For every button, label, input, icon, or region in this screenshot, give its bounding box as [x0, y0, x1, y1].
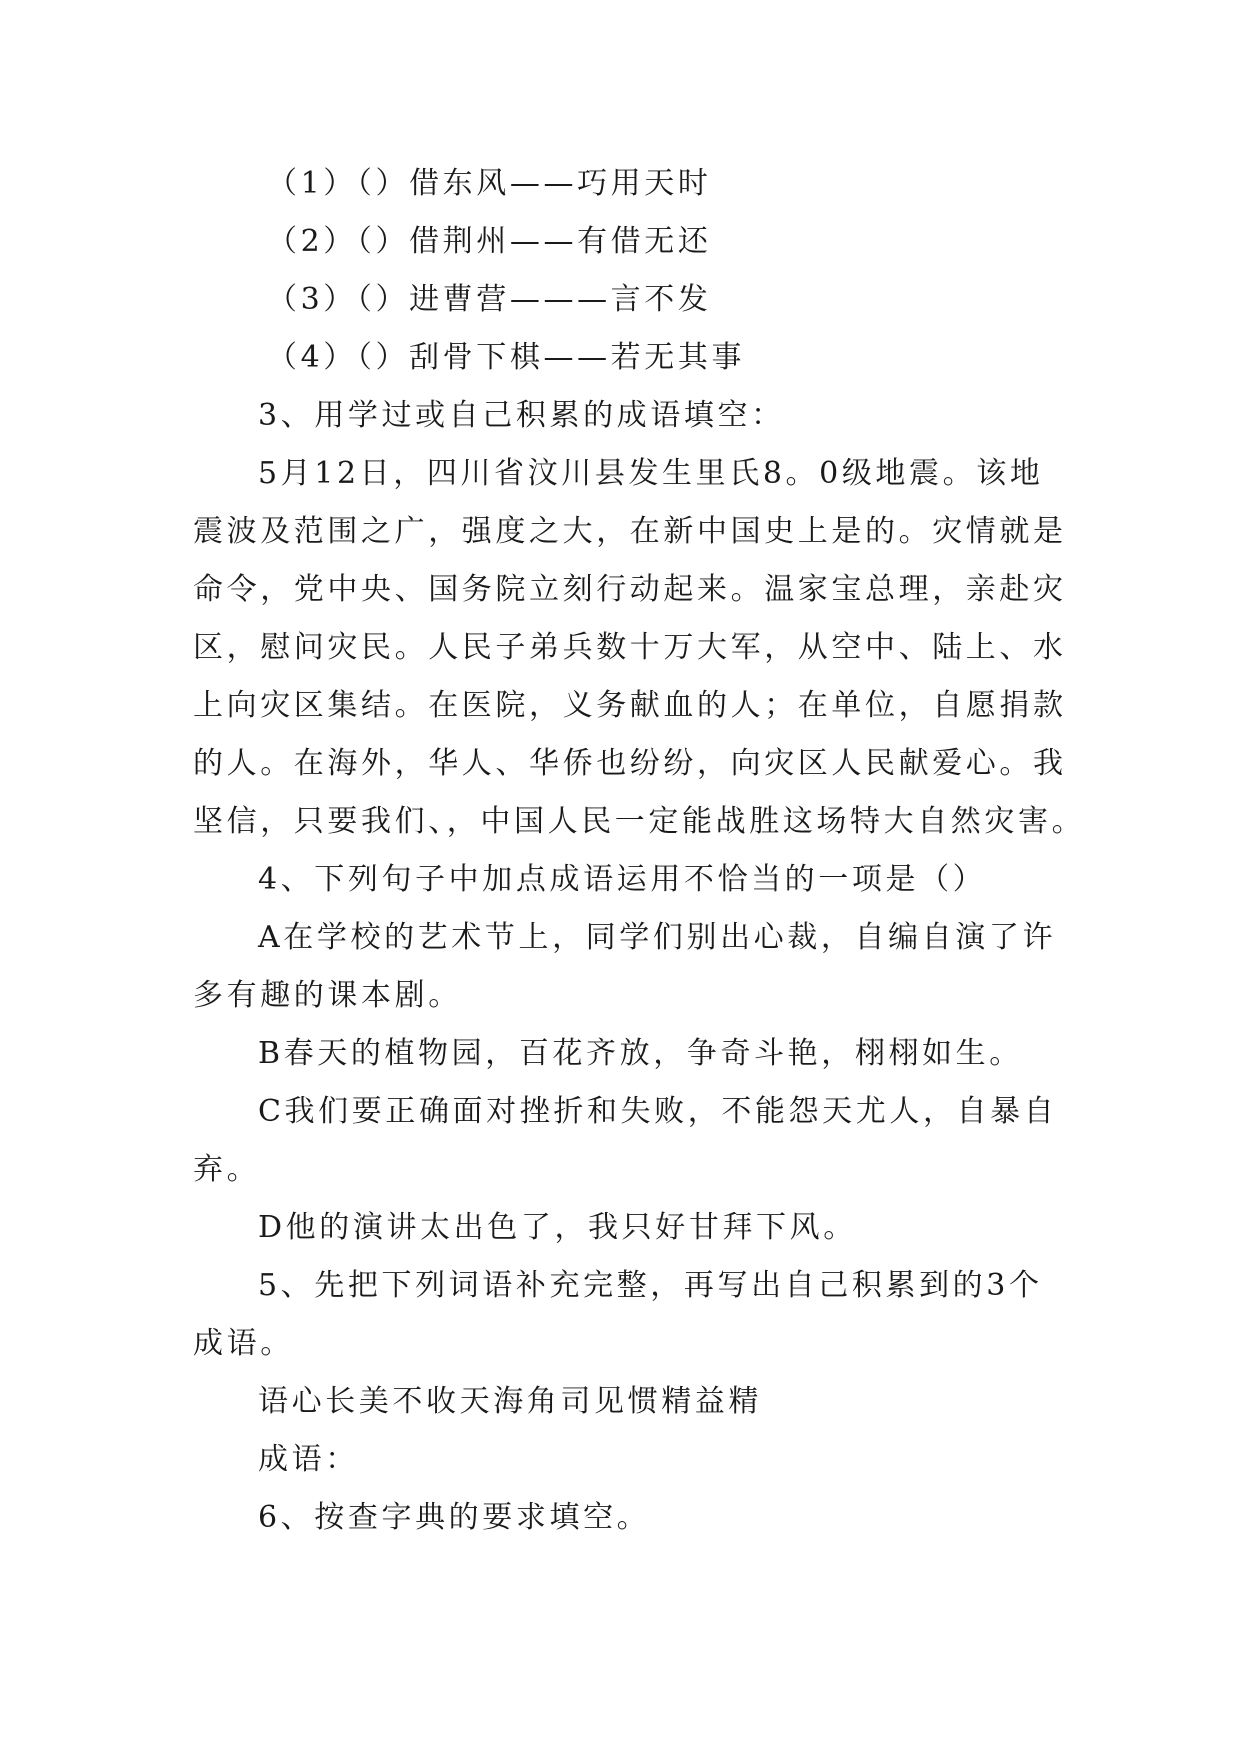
q3-paragraph-line-5: 上向灾区集结。在医院，义务献血的人；在单位，自愿捐款 — [193, 688, 1067, 723]
q5-word-list: 语心长美不收天海角司见惯精益精 — [258, 1384, 762, 1419]
q4-prompt: 4、下列句子中加点成语运用不恰当的一项是（） — [258, 862, 987, 897]
q5-prompt-line-2: 成语。 — [193, 1326, 294, 1361]
q2-item-3: （3）（）进曹营———言不发 — [267, 282, 712, 317]
q3-paragraph-line-6: 的人。在海外，华人、华侨也纷纷，向灾区人民献爱心。我 — [193, 746, 1067, 781]
q3-prompt: 3、用学过或自己积累的成语填空： — [258, 398, 785, 433]
q5-prompt-line-1: 5、先把下列词语补充完整，再写出自己积累到的3个 — [258, 1268, 1043, 1303]
q4-option-a-line-2: 多有趣的课本剧。 — [193, 978, 462, 1013]
q3-paragraph-line-1: 5月12日，四川省汶川县发生里氏8。0级地震。该地 — [258, 456, 1044, 491]
q2-item-2: （2）（）借荆州——有借无还 — [267, 224, 712, 259]
q4-option-b: B春天的植物园，百花齐放，争奇斗艳，栩栩如生。 — [258, 1036, 1023, 1071]
q2-item-4: （4）（）刮骨下棋——若无其事 — [267, 340, 746, 375]
q6-prompt: 6、按查字典的要求填空。 — [258, 1500, 651, 1535]
q2-item-1: （1）（）借东风——巧用天时 — [267, 166, 712, 201]
q4-option-a-line-1: A在学校的艺术节上，同学们别出心裁，自编自演了许 — [258, 920, 1057, 955]
q3-paragraph-line-7: 坚信，只要我们、，中国人民一定能战胜这场特大自然灾害。 — [193, 804, 1086, 839]
q3-paragraph-line-2: 震波及范围之广，强度之大，在新中国史上是的。灾情就是 — [193, 514, 1067, 549]
q4-option-c-line-1: C我们要正确面对挫折和失败，不能怨天尤人，自暴自 — [258, 1094, 1058, 1129]
q5-answer-label: 成语： — [258, 1442, 359, 1477]
q4-option-c-line-2: 弃。 — [193, 1152, 261, 1187]
q3-paragraph-line-3: 命令，党中央、国务院立刻行动起来。温家宝总理，亲赴灾 — [193, 572, 1067, 607]
q3-paragraph-line-4: 区，慰问灾民。人民子弟兵数十万大军，从空中、陆上、水 — [193, 630, 1067, 665]
q4-option-d: D他的演讲太出色了，我只好甘拜下风。 — [258, 1210, 857, 1245]
